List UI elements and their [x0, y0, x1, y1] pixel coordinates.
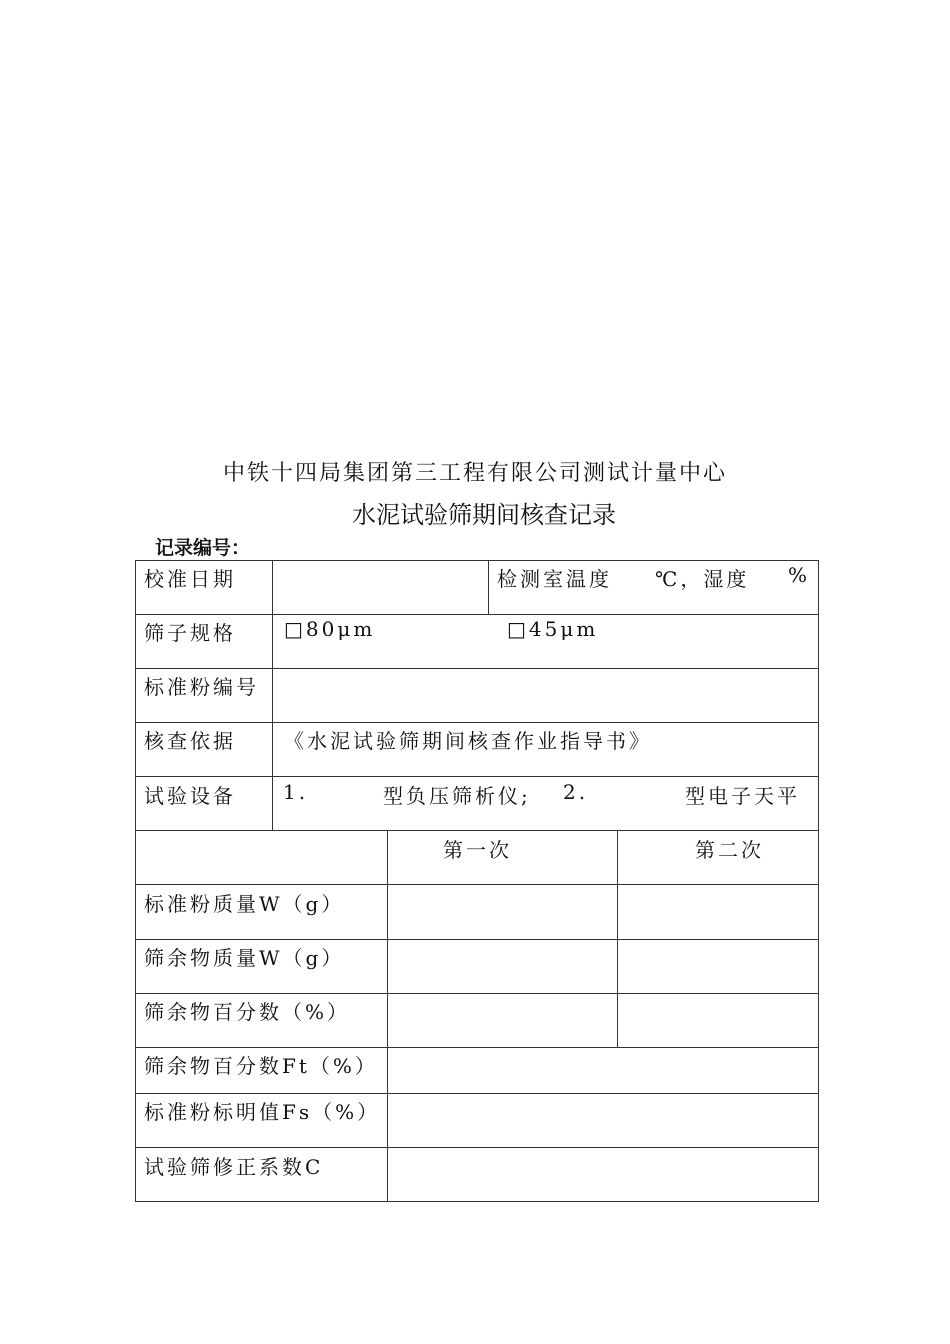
humidity-unit: %: [788, 563, 811, 587]
record-number-label: 记录编号：: [155, 537, 251, 559]
room-temperature-label: 检测室温度: [497, 567, 612, 591]
standard-powder-mass-label: 标准粉质量W（g）: [144, 892, 345, 916]
equipment-item-1-name: 型负压筛析仪;: [383, 784, 531, 808]
residue-mass-first-cell[interactable]: [392, 944, 612, 988]
equipment-item-2-number: 2.: [563, 780, 589, 804]
residue-percent-first-cell[interactable]: [392, 998, 612, 1042]
residue-percent-ft-label: 筛余物百分数Ft（%）: [144, 1054, 378, 1078]
residue-mass-label: 筛余物质量W（g）: [144, 946, 345, 970]
std-mass-second-cell[interactable]: [622, 890, 812, 934]
residue-percent-second-cell[interactable]: [622, 998, 812, 1042]
standard-powder-number-field[interactable]: [282, 671, 812, 715]
equipment-item-1-number: 1.: [283, 780, 309, 804]
calibration-date-label: 校准日期: [144, 567, 236, 591]
document-title: 水泥试验筛期间核查记录: [352, 501, 616, 529]
column-header-first: 第一次: [443, 838, 512, 862]
verification-basis-value: 《水泥试验筛期间核查作业指导书》: [284, 729, 652, 753]
residue-mass-second-cell[interactable]: [622, 944, 812, 988]
equipment-item-2-name: 型电子天平: [685, 784, 800, 808]
sieve-option-80um[interactable]: □80μm: [284, 617, 376, 641]
sieve-option-45um[interactable]: □45μm: [507, 617, 599, 641]
verification-basis-label: 核查依据: [144, 729, 236, 753]
correction-coefficient-c-label: 试验筛修正系数C: [144, 1155, 324, 1179]
standard-value-fs-cell[interactable]: [392, 1098, 812, 1142]
std-mass-first-cell[interactable]: [392, 890, 612, 934]
test-equipment-label: 试验设备: [144, 784, 236, 808]
temperature-unit-humidity-label: ℃，湿度: [655, 567, 750, 591]
standard-value-fs-label: 标准粉标明值Fs（%）: [144, 1100, 381, 1124]
residue-percent-label: 筛余物百分数（%）: [144, 1000, 351, 1024]
standard-powder-number-label: 标准粉编号: [144, 675, 259, 699]
calibration-date-field[interactable]: [282, 563, 482, 607]
column-header-second: 第二次: [695, 838, 764, 862]
residue-percent-ft-cell[interactable]: [392, 1052, 812, 1088]
correction-coefficient-cell[interactable]: [392, 1152, 812, 1196]
sieve-spec-label: 筛子规格: [144, 621, 236, 645]
organization-name: 中铁十四局集团第三工程有限公司测试计量中心: [222, 461, 727, 486]
